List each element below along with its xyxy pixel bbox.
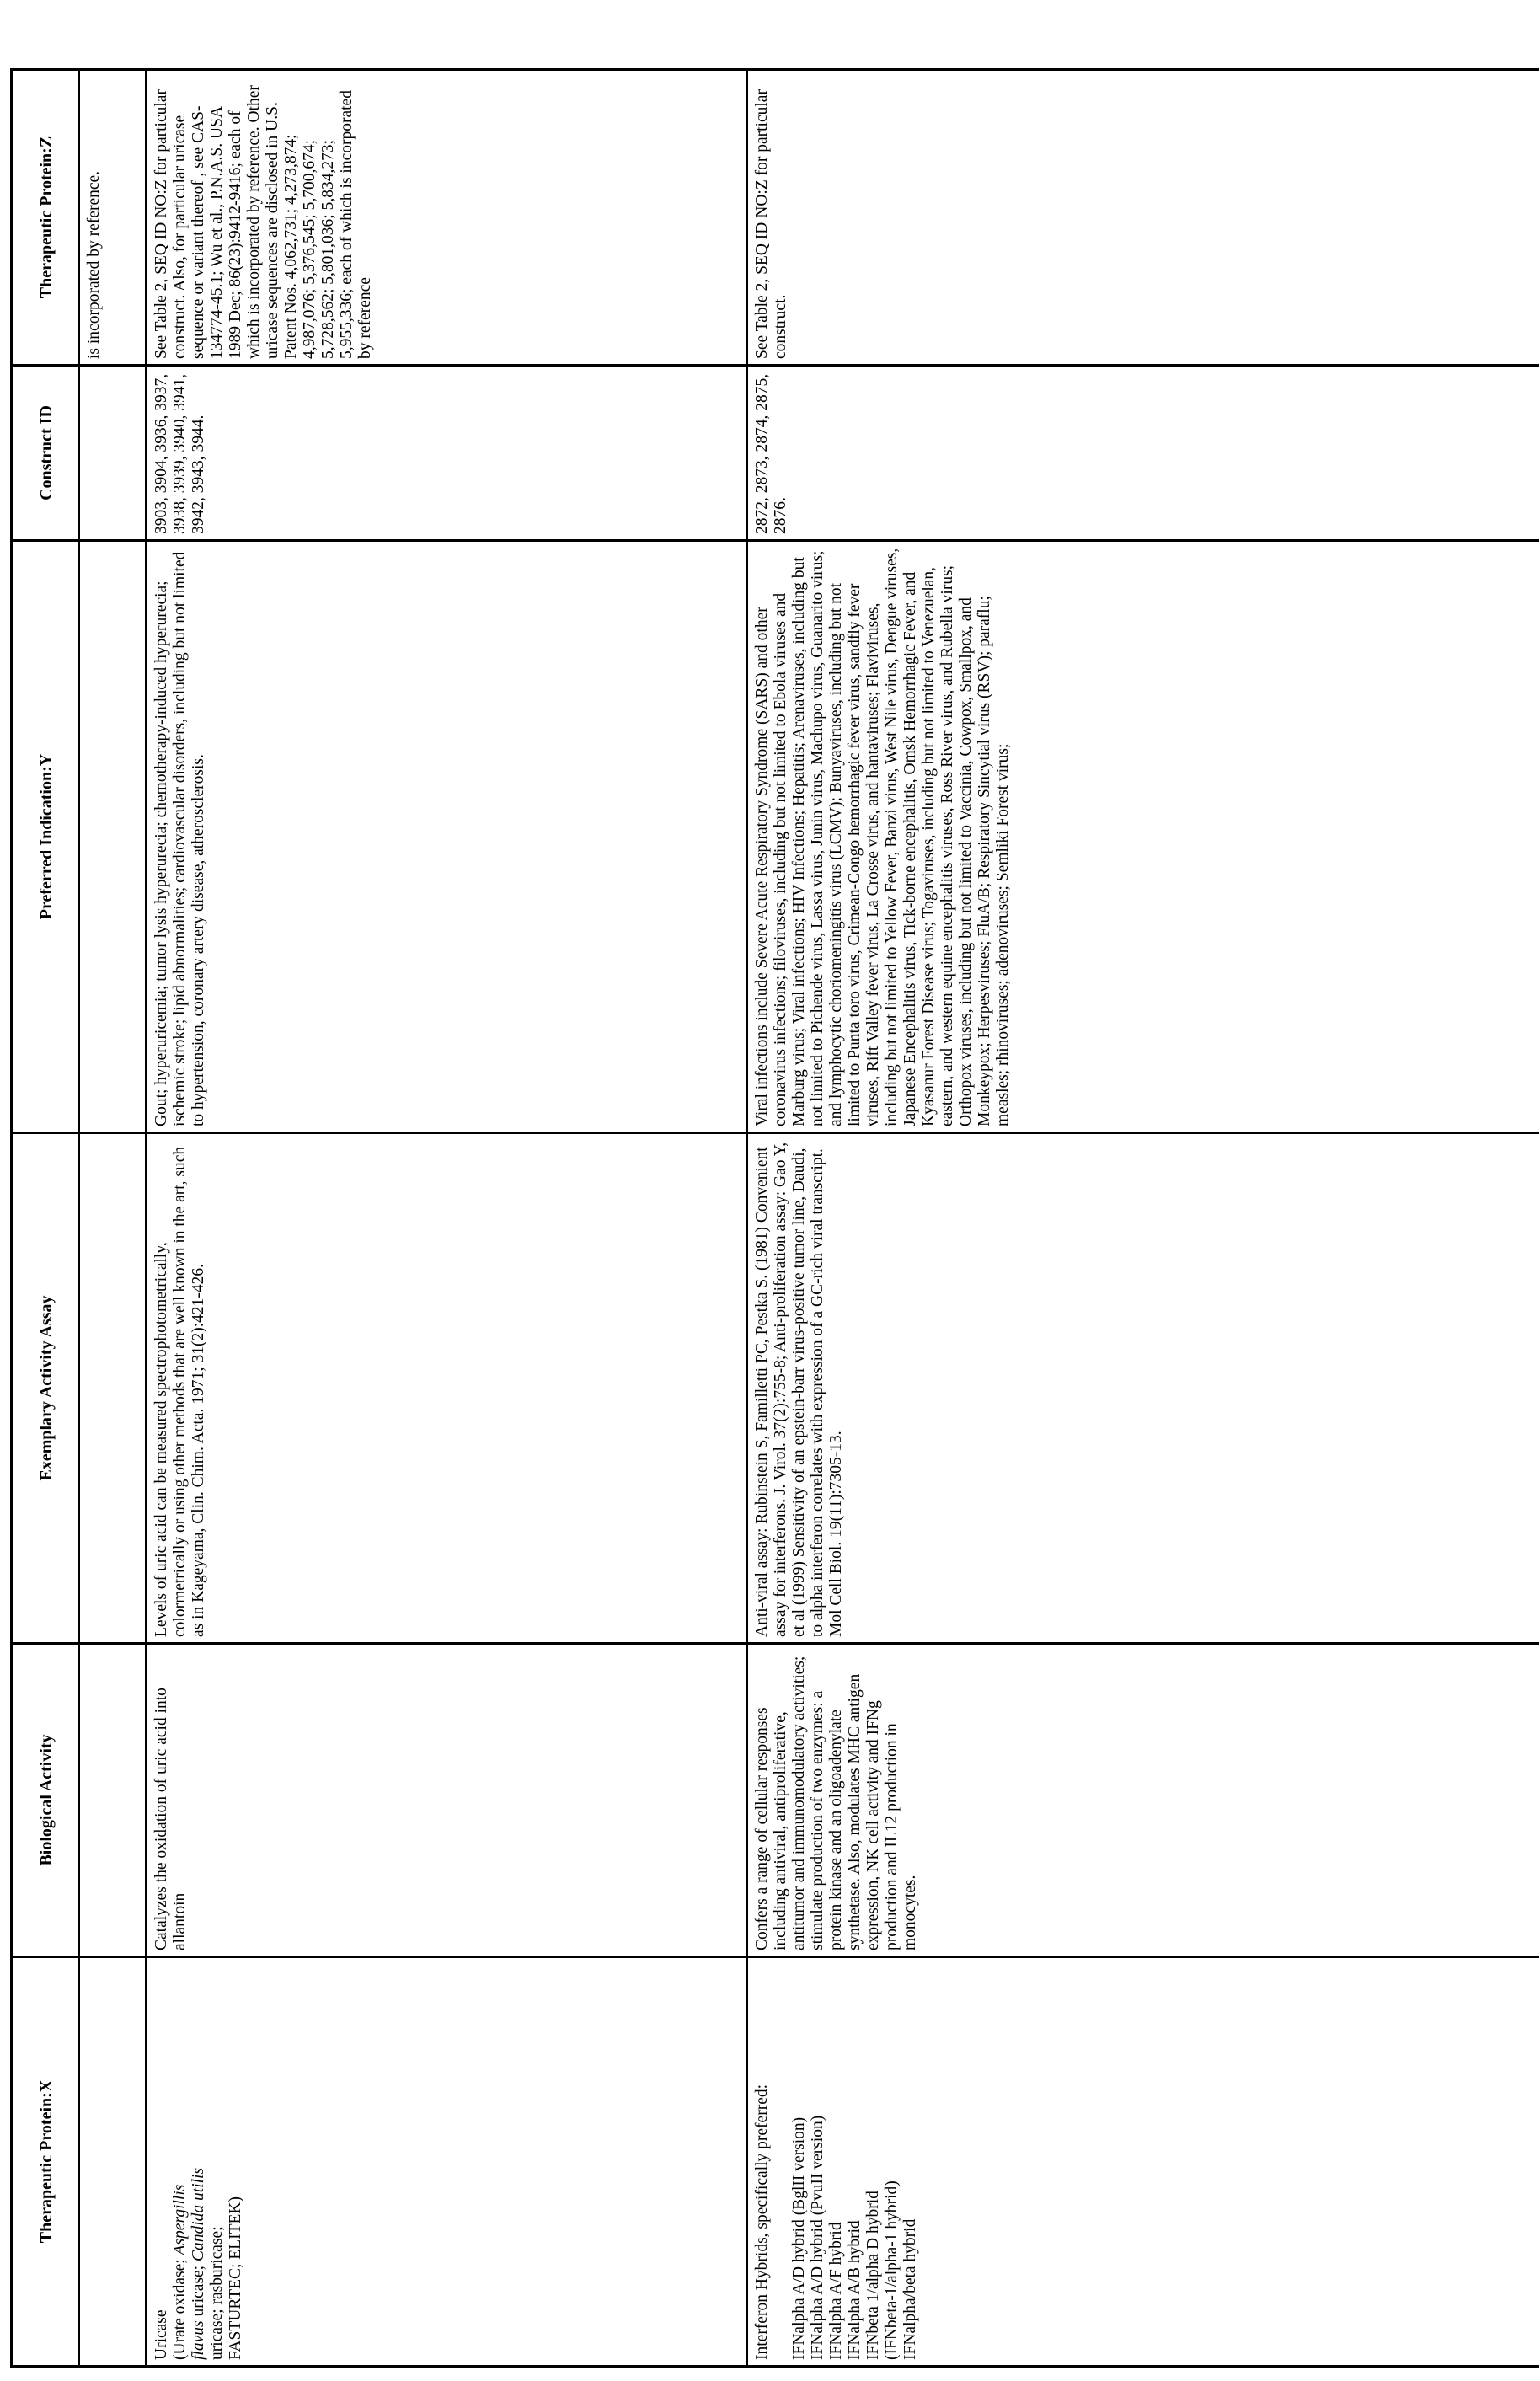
species-name: flavus xyxy=(190,2320,207,2360)
cell-construct-id: 3903, 3904, 3936, 3937, 3938, 3939, 3940, 3941, 3942, 3943, 3944. xyxy=(147,366,747,541)
cell-biological-activity: Confers a range of cellular responses including antiviral, antiproliferative, antitumor and immunomodulatory activities; stimulate production of two enzymes: a protein kinase and an oligoadenylate synthetase. Also, modulates MHC antigen expression, NK cell activity and IFNg production and IL12 production in monocytes. xyxy=(747,1644,1539,1957)
species-name: Candida utilis xyxy=(190,2167,207,2262)
protein-synonyms xyxy=(190,1963,208,2360)
synonym-text: uricase; xyxy=(190,2261,207,2321)
protein-synonyms xyxy=(171,1963,190,2360)
cell-assay: Levels of uric acid can be measured spectrophotometrically, colormetrically or using other methods that are well known in the art, such as in Kageyama, Clin. Chim. Acta. 1971; 31(2):421-426. xyxy=(147,1133,747,1644)
cell-protein-x xyxy=(79,1957,147,2367)
table-row xyxy=(747,70,1539,2367)
header-protein-z: Therapeutic Protein:Z xyxy=(12,70,79,366)
therapeutic-protein-table xyxy=(10,68,1539,2368)
header-protein-x: Therapeutic Protein:X xyxy=(12,1957,79,2367)
table-row xyxy=(147,70,747,2367)
cell-protein-x xyxy=(147,1957,747,2367)
protein-variant: IFNalpha A/B hybrid xyxy=(846,2220,864,2360)
cell-protein-x xyxy=(747,1957,1539,2367)
cell-biological-activity xyxy=(79,1644,147,1957)
protein-variant: IFNbeta 1/alpha D hybrid xyxy=(864,2191,882,2360)
header-indication: Preferred Indication:Y xyxy=(12,541,79,1133)
cell-indication: Viral infections include Severe Acute Respiratory Syndrome (SARS) and other coronavirus infections; filoviruses, including but not limited to Ebola viruses and Marburg virus; Viral infections; HIV Infections; Hepatitis; Arenaviruses, including but not limited to Pichende virus, Lassa virus, Junin virus, Machupo virus, Guanarito virus; and lymphocytic choriomeningitis virus (LCMV); Bunyaviruses, including but not limited to Punta toro virus, Crimean-Congo hemorrhagic fever virus, sandfly fever viruses, Rift Valley fever virus, La Crosse virus, and hantaviruses; Flaviviruses, including but not limited to Yellow Fever, Banzi virus, West Nile virus, Dengue viruses, Japanese Encephalitis virus, Tick-borne encephalitis, Omsk Hemorrhagic Fever, and Kyasanur Forest Disease virus; Togaviruses, including but not limited to Venezuelan, eastern, and western equine encephalitis viruses, Ross River virus, and Rubella virus; Orthopox viruses, including but not limited to Vaccinia, Cowpox, Smallpox, and Monkeypox; Herpesviruses; FluA/B; Respiratory Sincytial virus (RSV); paraflu; measles; rhinoviruses; adenoviruses; Semliki Forest virus; xyxy=(747,541,1539,1133)
protein-variant: IFNalpha/beta hybrid xyxy=(901,2218,919,2360)
species-name: Aspergillis xyxy=(171,2184,189,2255)
cell-protein-z: is incorporated by reference. xyxy=(79,70,147,366)
cell-construct-id xyxy=(79,366,147,541)
header-assay: Exemplary Activity Assay xyxy=(12,1133,79,1644)
protein-variant xyxy=(772,1963,790,2360)
cell-biological-activity: Catalyzes the oxidation of uric acid into allantoin xyxy=(147,1644,747,1957)
cell-assay xyxy=(79,1133,147,1644)
protein-synonyms: FASTURTEC; ELITEK) xyxy=(227,2196,244,2360)
cell-indication: Gout; hyperuricemia; tumor lysis hyperurecia; chemotherapy-induced hyperurecia; ischemic stroke; lipid abnormalities; cardiovascular disorders, including but not limited to hypertension, coronary artery disease, atherosclerosis. xyxy=(147,541,747,1133)
protein-name: Uricase xyxy=(152,2309,170,2360)
header-biological-activity: Biological Activity xyxy=(12,1644,79,1957)
cell-indication xyxy=(79,541,147,1133)
header-row xyxy=(12,70,79,2367)
cell-construct-id: 2872, 2873, 2874, 2875, 2876. xyxy=(747,366,1539,541)
synonym-text: (Urate oxidase; xyxy=(171,2255,189,2360)
protein-variant: (IFNbeta-1/alpha-1 hybrid) xyxy=(883,2180,901,2360)
cell-assay: Anti-viral assay: Rubinstein S, Familletti PC, Pestka S. (1981) Convenient assay for interferons. J. Virol. 37(2):755-8; Anti-proliferation assay: Gao Y, et al (1999) Sensitivity of an epstein-barr virus-positive tumor line, Daudi, to alpha interferon correlates with expression of a GC-rich viral transcript. Mol Cell Biol. 19(11):7305-13. xyxy=(747,1133,1539,1644)
protein-variant: IFNalpha A/D hybrid (BglII version) xyxy=(790,2116,808,2360)
protein-synonyms: uricase; rasburicase; xyxy=(208,2226,226,2360)
protein-variant: IFNalpha A/D hybrid (PvuII version) xyxy=(809,2115,826,2360)
cell-protein-z: See Table 2, SEQ ID NO:Z for particular construct. Also, for particular uricase sequence or variant thereof , see CAS-134774-45.1; Wu et al., P.N.A.S. USA 1989 Dec; 86(23):9412-9416; each of which is incorporated by reference. Other uricase sequences are disclosed in U.S. Patent Nos. 4,062,731; 4,273,874; 4,987,076; 5,376,545; 5,700,674; 5,728,562; 5,801,036; 5,834,273; 5,955,336; each of which is incorporated by reference xyxy=(147,70,747,366)
protein-name: Interferon Hybrids, specifically preferred: xyxy=(753,2084,771,2360)
header-construct-id: Construct ID xyxy=(12,366,79,541)
table-row xyxy=(79,70,147,2367)
protein-variant: IFNalpha A/F hybrid xyxy=(827,2222,845,2360)
cell-protein-z: See Table 2, SEQ ID NO:Z for particular construct. xyxy=(747,70,1539,366)
